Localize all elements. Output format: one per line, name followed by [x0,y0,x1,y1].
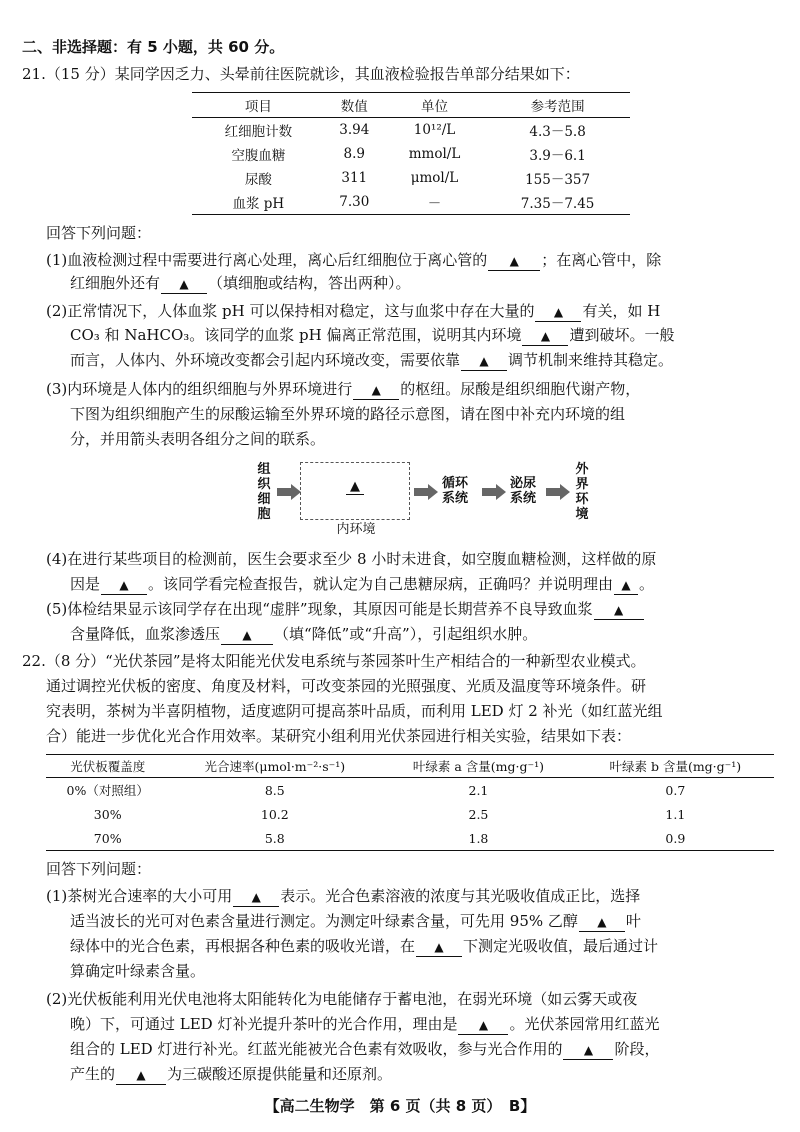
table-cell: 4.3－5.8 [529,124,586,140]
col-header: 叶绿素 a 含量(mg·g⁻¹) [380,755,576,778]
col-header: 光合速率(μmol·m⁻²·s⁻¹) [169,755,380,778]
table-cell: 2.5 [468,806,489,822]
col-header: 数值 [325,93,384,118]
q22-part2-line1: (2)光伏板能利用光伏电池将太阳能转化为电能储存于蓄电池，在弱光环境（如云雾天或夜 [46,990,638,1008]
text: 为三碳酸还原提供能量和还原剂。 [167,1065,393,1083]
text: （填细胞或结构，答出两种）。 [208,274,411,292]
blank-triangle-icon: ▲ [251,890,261,904]
q21-part5-line1 [46,598,645,620]
q22-part1-line1 [46,885,640,907]
text: 遭到破坏。一般 [569,326,675,344]
blood-report-table [192,92,630,215]
q22-part1-line3 [70,935,658,957]
answer-blank[interactable] [161,274,207,294]
answer-blank[interactable] [594,600,644,620]
col-header: 单位 [384,93,485,118]
blank-triangle-icon: ▲ [346,479,364,495]
table-cell: 7.35－7.45 [520,196,595,212]
text: 组合的 LED 灯进行补光。红蓝光能被光合色素有效吸收，参与光合作用的 [70,1040,563,1058]
table-row [46,802,774,826]
table-cell: 155－357 [525,172,591,188]
section-header: 二、非选择题：有 5 小题，共 60 分。 [22,38,285,56]
q21-part1-line1 [46,249,661,271]
table-row [192,118,630,143]
photovoltaic-results-table [46,754,774,851]
table-cell: 70% [93,830,122,846]
q21-part1-line2 [70,272,411,294]
col-header: 项目 [192,93,325,118]
col-header: 光伏板覆盖度 [46,755,169,778]
q22-answer-prompt: 回答下列问题： [46,860,152,878]
table-cell: － [427,196,442,212]
urinary-system-label: 泌尿系统 [509,476,536,506]
table-cell: 3.94 [339,122,370,138]
table-cell: 3.9－6.1 [529,148,586,164]
blank-triangle-icon: ▲ [583,1043,594,1057]
q22-part2-line2 [70,1013,660,1035]
answer-blank[interactable] [579,912,625,932]
table-cell: 1.1 [665,806,686,822]
q22-line4: 合）能进一步优化光合作用效率。某研究小组利用光伏茶园进行相关实验，结果如下表： [46,727,632,745]
blank-triangle-icon: ▲ [179,277,189,291]
q21-part3-line1 [46,378,640,400]
blank-triangle-icon: ▲ [509,254,519,268]
answer-blank[interactable] [522,326,568,346]
table-row [46,826,774,851]
text: 适当波长的光可对色素含量进行测定。为测定叶绿素含量，可先用 95% 乙醇 [70,912,578,930]
blank-triangle-icon: ▲ [136,1068,146,1082]
text: (5)体检结果显示该同学存在出现“虚胖”现象，其原因可能是长期营养不良导致血浆 [46,600,593,618]
q21-part3-line3: 分，并用箭头表明各组分之间的联系。 [70,430,326,448]
table-cell: mmol/L [408,146,461,162]
text: (3)内环境是人体内的组织细胞与外界环境进行 [46,380,353,398]
table-cell: 0.7 [665,782,686,798]
text: (2)正常情况下，人体血浆 pH 可以保持相对稳定，这与血浆中存在大量的 [46,302,535,320]
text: 红细胞外还有 [70,274,161,292]
blank-triangle-icon: ▲ [540,329,551,343]
q21-intro: 21.（15 分）某同学因乏力、头晕前往医院就诊，其血液检验报告单部分结果如下： [22,65,580,83]
table-cell: 30% [93,806,122,822]
answer-blank[interactable] [563,1040,613,1060]
blank-triangle-icon: ▲ [434,940,444,954]
text: ；在离心管中，除 [541,251,662,269]
text: (1)血液检测过程中需要进行离心处理，离心后红细胞位于离心管的 [46,251,488,269]
box-blank [301,479,409,495]
blank-triangle-icon: ▲ [242,628,252,642]
blank-triangle-icon: ▲ [597,915,607,929]
text: 。 [639,575,655,593]
table-header-row [46,755,774,778]
q21-part4-line2 [70,573,654,595]
col-header: 参考范围 [485,93,630,118]
text: CO₃ 和 NaHCO₃。该同学的血浆 pH 偏离正常范围，说明其内环境 [70,326,522,344]
external-environment-label: 外界环境 [575,462,589,522]
text: 下测定光吸收值，最后通过计 [463,937,659,955]
table-cell: 10.2 [260,806,289,822]
table-cell: 8.9 [343,146,366,162]
text: 叶 [625,912,641,930]
answer-blank[interactable] [614,575,638,595]
blank-triangle-icon: ▲ [553,305,564,319]
circulatory-system-label: 循环系统 [441,476,468,506]
table-cell: 空腹血糖 [231,148,286,164]
table-row [46,778,774,803]
table-cell: 311 [341,170,368,186]
q22-part1-line2 [70,910,641,932]
q21-part2-line3 [70,349,673,371]
internal-environment-label: 内环境 [336,522,376,537]
q21-answer-prompt: 回答下列问题： [46,224,152,242]
text: (1)茶树光合速率的大小可用 [46,887,233,905]
q21-part2-line1 [46,300,660,322]
text: 阶段， [614,1040,660,1058]
table-cell: 5.8 [264,830,285,846]
table-row [192,190,630,215]
table-cell: 2.1 [468,782,489,798]
q22-line1: 22.（8 分）“光伏茶园”是将太阳能光伏发电系统与茶园茶叶生产相结合的一种新型农业模式。 [22,652,646,670]
table-row [192,142,630,166]
text: 。该同学看完检查报告，就认定为自己患糖尿病，正确吗？并说明理由 [148,575,614,593]
table-row [192,166,630,190]
table-cell: 血浆 pH [232,196,285,212]
table-cell: 8.5 [264,782,285,798]
table-cell: 0%（对照组） [66,783,149,798]
blank-triangle-icon: ▲ [371,383,381,397]
answer-blank[interactable] [488,251,540,271]
q22-part2-line3 [70,1038,660,1060]
text: 含量降低，血浆渗透压 [70,625,221,643]
table-cell: 7.30 [339,194,370,210]
answer-blank[interactable] [221,625,273,645]
text: 调节机制来维持其稳定。 [508,351,674,369]
text: 的枢纽。尿酸是组织细胞代谢产物， [400,380,641,398]
table-cell: 10¹²/L [413,122,456,138]
q22-part2-line4 [70,1063,392,1085]
table-cell: 0.9 [665,830,686,846]
q22-line2: 通过调控光伏板的密度、角度及材料，可改变茶园的光照强度、光质及温度等环境条件。研 [46,677,647,695]
table-cell: 1.8 [468,830,489,846]
table-header-row [192,93,630,118]
answer-blank[interactable] [535,302,581,322]
text: （填“降低”或“升高”），引起组织水肿。 [274,625,538,643]
answer-blank[interactable] [416,937,462,957]
q22-line3: 究表明，茶树为半喜阴植物，适度遮阴可提高茶叶品质，而利用 LED 灯 2 补光（如红蓝光组 [46,702,663,720]
table-cell: 红细胞计数 [224,124,293,140]
text: 表示。光合色素溶液的浓度与其光吸收值成正比，选择 [280,887,641,905]
q22-part1-line4: 算确定叶绿素含量。 [70,962,206,980]
text: 。光伏茶园常用红蓝光 [509,1015,660,1033]
answer-blank[interactable] [353,380,399,400]
blank-triangle-icon: ▲ [621,578,631,592]
text: 因是 [70,575,101,593]
q21-part2-line2 [70,324,675,346]
answer-blank[interactable] [458,1015,508,1035]
text: 晚）下，可通过 LED 灯补光提升茶叶的光合作用，理由是 [70,1015,458,1033]
text: 而言，人体内、外环境改变都会引起内环境改变，需要依靠 [70,351,461,369]
text: 有关，如 H [582,302,661,320]
q21-part5-line2 [70,623,537,645]
answer-blank[interactable] [116,1065,166,1085]
tissue-cell-label: 组织细胞 [257,462,271,522]
blank-triangle-icon: ▲ [478,1018,489,1032]
answer-blank[interactable] [233,887,279,907]
answer-blank[interactable] [101,575,147,595]
q21-part3-line2: 下图为组织细胞产生的尿酸运输至外界环境的路径示意图，请在图中补充内环境的组 [70,405,626,423]
text: 产生的 [70,1065,116,1083]
table-cell: 尿酸 [244,172,272,188]
table-cell: μmol/L [410,170,459,186]
col-header: 叶绿素 b 含量(mg·g⁻¹) [577,755,774,778]
blank-triangle-icon: ▲ [119,578,129,592]
text: 绿体中的光合色素，再根据各种色素的吸收光谱，在 [70,937,416,955]
internal-environment-box[interactable] [300,462,410,520]
uric-acid-path-diagram [248,460,588,540]
page-footer: 【高二生物学 第 6 页（共 8 页） B】 [264,1097,536,1115]
answer-blank[interactable] [461,351,507,371]
q21-part4-line1: (4)在进行某些项目的检测前，医生会要求至少 8 小时未进食，如空腹血糖检测，这样做的原 [46,550,657,568]
blank-triangle-icon: ▲ [479,354,489,368]
blank-triangle-icon: ▲ [613,603,624,617]
